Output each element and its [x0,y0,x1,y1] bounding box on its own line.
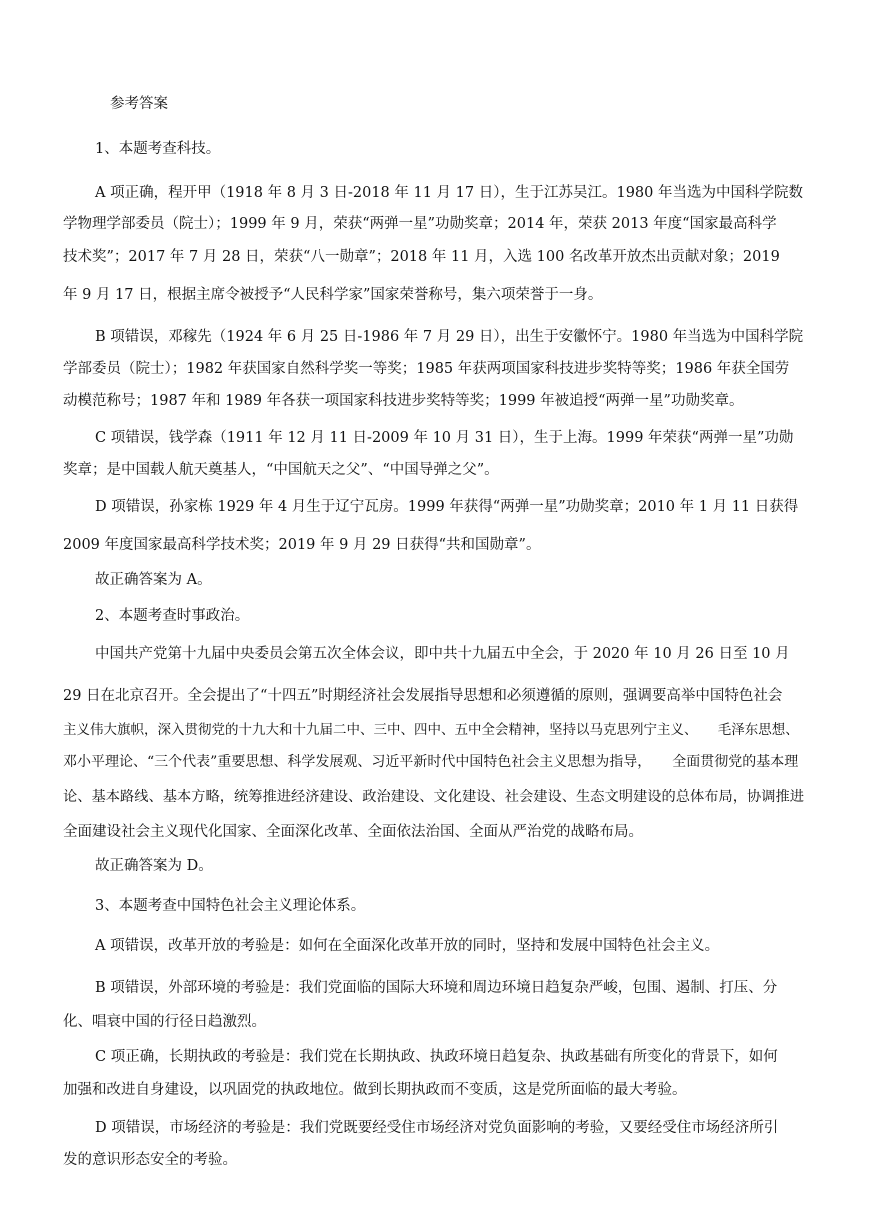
q3-option-d-line-2: 发的意识形态安全的考验。 [63,1152,237,1168]
q3-option-c-line-2: 加强和改进自身建设，以巩固党的执政地位。做到长期执政而不变质，这是党所面临的最大考验。 [63,1082,687,1098]
q1-option-b-line-2: 学部委员（院士）；1982 年获国家自然科学奖一等奖；1985 年获两项国家科技进步奖特等奖；1986 年获全国劳 [63,361,790,377]
q2-paragraph-line-4: 邓小平理论、“三个代表”重要思想、科学发展观、习近平新时代中国特色社会主义思想为指导， 全面贯彻党的基本理 [63,754,799,770]
q1-option-a-line-4: 年 9 月 17 日，根据主席令被授予“人民科学家”国家荣誉称号，集六项荣誉于一身。 [63,287,603,303]
q3-option-b-line-1: B 项错误，外部环境的考验是：我们党面临的国际大环境和周边环境日趋复杂严峻，包围、遏制、打压、分 [95,980,778,996]
q2-paragraph-line-5: 论、基本路线、基本方略，统筹推进经济建设、政治建设、文化建设、社会建设、生态文明建设的总体布局，协调推进 [63,789,805,805]
q1-option-d-line-2: 2009 年度国家最高科学技术奖；2019 年 9 月 29 日获得“共和国勋章”。 [63,537,541,553]
q2-heading: 2、本题考查时事政治。 [95,608,250,624]
q2-answer: 故正确答案为 D。 [95,858,213,874]
q2-paragraph-line-3: 主义伟大旗帜，深入贯彻党的十九大和十九届二中、三中、四中、五中全会精神，坚持以马克思列宁主义、 毛泽东思想、 [63,722,799,738]
q1-option-a-line-3: 技术奖”；2017 年 7 月 28 日，荣获“八一勋章”；2018 年 11 月，入选 100 名改革开放杰出贡献对象；2019 [63,249,780,265]
document-title: 参考答案 [110,96,168,112]
q2-paragraph-line-6: 全面建设社会主义现代化国家、全面深化改革、全面依法治国、全面从严治党的战略布局。 [63,824,643,840]
q3-option-c-line-1: C 项正确，长期执政的考验是：我们党在长期执政、执政环境日趋复杂、执政基础有所变化的背景下，如何 [95,1049,778,1065]
q1-option-c-line-2: 奖章；是中国载人航天奠基人，“中国航天之父”、“中国导弹之父”。 [63,462,499,478]
q1-heading: 1、本题考查科技。 [95,141,221,157]
q2-paragraph-line-1: 中国共产党第十九届中央委员会第五次全体会议，即中共十九届五中全会，于 2020 年 10 月 26 日至 10 月 [95,646,790,662]
q1-option-b-line-3: 动模范称号；1987 年和 1989 年各获一项国家科技进步奖特等奖；1999 年被追授“两弹一星”功勋奖章。 [63,393,744,409]
q1-option-d-line-1: D 项错误，孙家栋 1929 年 4 月生于辽宁瓦房。1999 年获得“两弹一星”功勋奖章；2010 年 1 月 11 日获得 [95,499,799,515]
q1-option-a-line-2: 学物理学部委员（院士）；1999 年 9 月，荣获“两弹一星”功勋奖章；2014 年，荣获 2013 年度“国家最高科学 [63,216,777,232]
q1-option-b-line-1: B 项错误，邓稼先（1924 年 6 月 25 日-1986 年 7 月 29 日），出生于安徽怀宁。1980 年当选为中国科学院 [95,329,804,345]
q1-answer: 故正确答案为 A。 [95,572,212,588]
q3-option-b-line-2: 化、唱衰中国的行径日趋激烈。 [63,1014,266,1030]
q3-heading: 3、本题考查中国特色社会主义理论体系。 [95,898,366,914]
q1-option-a-line-1: A 项正确，程开甲（1918 年 8 月 3 日-2018 年 11 月 17 日），生于江苏吴江。1980 年当选为中国科学院数 [95,185,803,201]
q2-paragraph-line-2: 29 日在北京召开。全会提出了“十四五”时期经济社会发展指导思想和必须遵循的原则，强调要高举中国特色社会 [63,688,783,704]
q1-option-c-line-1: C 项错误，钱学森（1911 年 12 月 11 日-2009 年 10 月 31 日），生于上海。1999 年荣获“两弹一星”功勋 [95,430,794,446]
q3-option-a: A 项错误，改革开放的考验是：如何在全面深化改革开放的同时，坚持和发展中国特色社会主义。 [95,938,720,954]
q3-option-d-line-1: D 项错误，市场经济的考验是：我们党既要经受住市场经济对党负面影响的考验，又要经受住市场经济所引 [95,1120,779,1136]
